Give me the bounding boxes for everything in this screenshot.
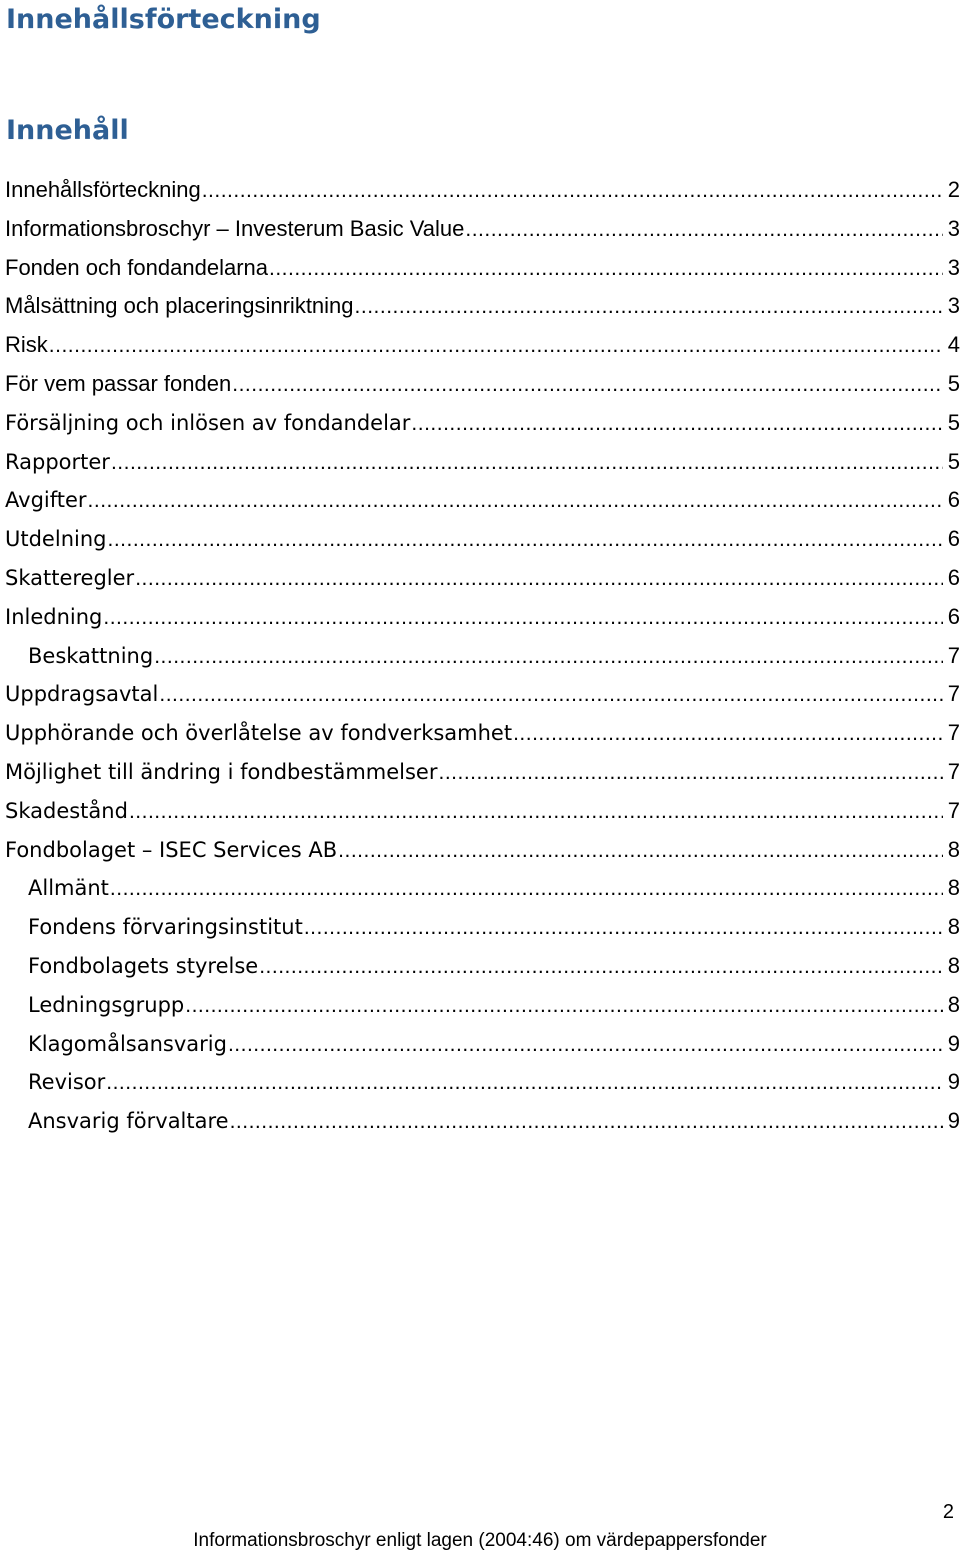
toc-entry[interactable] [5, 598, 960, 637]
toc-entry[interactable] [5, 287, 960, 326]
toc-entry[interactable] [5, 1063, 960, 1102]
toc-entry-title: Utdelning [5, 527, 107, 552]
toc-entry-page-number: 8 [947, 836, 960, 862]
toc-entry-title: Klagomålsansvarig [28, 1031, 227, 1056]
toc-entry-title: Informationsbroschyr – Investerum Basic Value [5, 215, 465, 241]
toc-entry-title: Möjlighet till ändring i fondbestämmelser [5, 759, 438, 784]
toc-entry-page-number: 7 [947, 681, 960, 707]
toc-leader-dots [304, 909, 943, 947]
toc-entry-title: Fondbolagets styrelse [28, 953, 259, 978]
toc-entry[interactable] [5, 559, 960, 598]
toc-entry-title: Försäljning och inlösen av fondandelar [5, 410, 411, 435]
toc-entry[interactable] [5, 908, 960, 947]
toc-leader-dots [185, 987, 943, 1025]
toc-entry-page-number: 6 [947, 603, 960, 629]
toc-entry-page-number: 6 [947, 487, 960, 513]
toc-entry-page-number: 5 [947, 370, 960, 396]
toc-leader-dots [259, 948, 943, 986]
toc-entry[interactable] [5, 831, 960, 870]
toc-leader-dots [107, 521, 942, 559]
toc-entry-title: Inledning [5, 604, 103, 629]
toc-leader-dots [465, 211, 942, 249]
page-number: 2 [942, 1501, 954, 1523]
toc-entry[interactable] [5, 520, 960, 559]
toc-entry-title: Revisor [28, 1070, 106, 1095]
toc-leader-dots [49, 327, 943, 365]
toc-entry[interactable] [5, 675, 960, 714]
toc-entry-title: Fonden och fondandelarna [5, 254, 268, 280]
toc-entry[interactable] [5, 404, 960, 443]
toc-entry-title: Uppdragsavtal [5, 682, 159, 707]
toc-leader-dots [230, 1103, 943, 1141]
toc-leader-dots [159, 676, 942, 714]
table-of-contents [5, 171, 960, 1141]
toc-entry-title: Risk [5, 332, 48, 358]
toc-leader-dots [129, 793, 943, 831]
toc-entry[interactable] [5, 869, 960, 908]
toc-entry-page-number: 8 [947, 952, 960, 978]
toc-entry-page-number: 2 [947, 177, 960, 202]
toc-entry[interactable] [5, 947, 960, 986]
toc-entry-title: Innehållsförteckning [5, 177, 201, 202]
toc-entry[interactable] [5, 714, 960, 753]
toc-entry-page-number: 9 [947, 1030, 960, 1056]
toc-entry[interactable] [5, 637, 960, 676]
toc-entry-title: Avgifter [5, 488, 87, 513]
toc-heading: Innehåll [6, 115, 129, 146]
toc-leader-dots [111, 444, 943, 482]
toc-entry-title: Skatteregler [5, 565, 135, 590]
toc-entry[interactable] [5, 481, 960, 520]
page-footer [0, 1528, 960, 1554]
toc-entry-title: Rapporter [5, 449, 110, 474]
toc-leader-dots [202, 172, 943, 210]
toc-entry-page-number: 7 [947, 797, 960, 823]
toc-entry[interactable] [5, 792, 960, 831]
toc-entry-title: För vem passar fonden [5, 370, 232, 396]
toc-entry-title: Beskattning [28, 643, 154, 668]
toc-entry-title: Fondens förvaringsinstitut [28, 915, 303, 940]
toc-entry[interactable] [5, 326, 960, 365]
toc-entry-page-number: 5 [947, 448, 960, 474]
toc-entry[interactable] [5, 1025, 960, 1064]
toc-entry-page-number: 5 [947, 409, 960, 435]
toc-entry[interactable] [5, 171, 960, 210]
toc-entry-page-number: 8 [947, 991, 960, 1017]
toc-leader-dots [232, 366, 943, 404]
toc-leader-dots [228, 1026, 943, 1064]
toc-entry-title: Ledningsgrupp [28, 992, 185, 1017]
toc-entry-page-number: 3 [947, 293, 960, 319]
toc-entry-page-number: 7 [947, 758, 960, 784]
toc-entry[interactable] [5, 249, 960, 288]
toc-entry-page-number: 8 [947, 914, 960, 940]
toc-leader-dots [411, 405, 942, 443]
toc-entry-title: Upphörande och överlåtelse av fondverksamhet [5, 721, 513, 746]
toc-leader-dots [269, 250, 943, 288]
toc-entry[interactable] [5, 986, 960, 1025]
toc-entry[interactable] [5, 365, 960, 404]
toc-entry-page-number: 4 [947, 332, 960, 358]
toc-leader-dots [513, 715, 943, 753]
toc-leader-dots [103, 599, 942, 637]
toc-entry-title: Skadestånd [5, 798, 128, 823]
toc-entry-page-number: 6 [947, 564, 960, 590]
toc-entry-page-number: 7 [947, 720, 960, 746]
toc-entry-title: Målsättning och placeringsinriktning [5, 293, 354, 319]
document-title: Innehållsförteckning [6, 4, 321, 35]
toc-entry[interactable] [5, 753, 960, 792]
toc-entry-page-number: 3 [947, 254, 960, 280]
toc-leader-dots [338, 832, 943, 870]
toc-entry[interactable] [5, 210, 960, 249]
toc-leader-dots [439, 754, 943, 792]
toc-entry[interactable] [5, 443, 960, 482]
toc-entry-title: Ansvarig förvaltare [28, 1109, 229, 1134]
toc-entry-page-number: 7 [947, 642, 960, 668]
toc-entry-page-number: 6 [947, 526, 960, 552]
toc-entry[interactable] [5, 1102, 960, 1141]
toc-entry-title: Fondbolaget – ISEC Services AB [5, 837, 338, 862]
toc-entry-page-number: 9 [947, 1069, 960, 1095]
toc-entry-page-number: 3 [947, 215, 960, 241]
footer-label: Informationsbroschyr enligt lagen (2004:46) om värdepappersfonder [193, 1530, 767, 1551]
toc-leader-dots [88, 482, 943, 520]
toc-leader-dots [154, 638, 943, 676]
toc-leader-dots [106, 1064, 942, 1102]
toc-leader-dots [355, 288, 943, 326]
toc-entry-page-number: 8 [947, 875, 960, 901]
toc-leader-dots [135, 560, 943, 598]
toc-leader-dots [110, 870, 943, 908]
toc-entry-page-number: 9 [947, 1108, 960, 1134]
toc-entry-title: Allmänt [28, 876, 109, 901]
